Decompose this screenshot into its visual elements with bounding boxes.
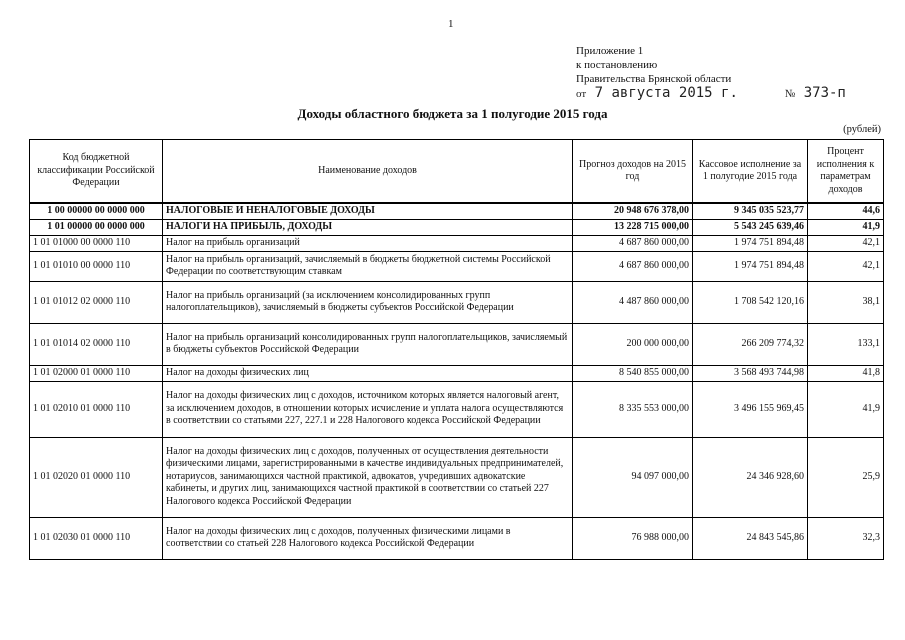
table-row [30,281,884,323]
header-actual: Кассовое исполнение за 1 полугодие 2015 года [693,140,808,204]
row-percent: 133,1 [808,323,884,365]
row-name: Налог на прибыль организаций, зачисляемый в бюджеты бюджетной системы Российской Федерации по соответствующим ставкам [163,251,573,281]
row-percent: 42,1 [808,235,884,251]
table-row [30,365,884,381]
row-name: Налог на прибыль организаций (за исключением консолидированных групп налогоплательщиков), зачисляемый в бюджеты субъектов Российской Федерации [163,281,573,323]
row-code: 1 01 02020 01 0000 110 [30,437,163,517]
row-code: 1 01 02000 01 0000 110 [30,365,163,381]
row-actual: 3 568 493 744,98 [693,365,808,381]
row-name: НАЛОГИ НА ПРИБЫЛЬ, ДОХОДЫ [163,219,573,235]
row-percent: 41,8 [808,365,884,381]
row-forecast: 20 948 676 378,00 [573,203,693,219]
row-code: 1 01 01014 02 0000 110 [30,323,163,365]
header-percent: Процент исполнения к параметрам доходов [808,140,884,204]
row-actual: 24 346 928,60 [693,437,808,517]
decree-date: 7 августа 2015 г. [594,85,738,101]
table-row [30,381,884,437]
table-row [30,219,884,235]
page-number: 1 [448,18,454,30]
header-name: Наименование доходов [163,140,573,204]
table-row [30,235,884,251]
row-actual: 266 209 774,32 [693,323,808,365]
row-actual: 5 543 245 639,46 [693,219,808,235]
row-code: 1 01 01010 00 0000 110 [30,251,163,281]
row-name: Налог на прибыль организаций [163,235,573,251]
row-code: 1 01 01012 02 0000 110 [30,281,163,323]
row-actual: 3 496 155 969,45 [693,381,808,437]
page-title: Доходы областного бюджета за 1 полугодие 2015 года [297,106,608,121]
table-row [30,517,884,559]
row-percent: 44,6 [808,203,884,219]
row-percent: 32,3 [808,517,884,559]
row-forecast: 8 540 855 000,00 [573,365,693,381]
budget-table [29,139,884,560]
row-forecast: 4 687 860 000,00 [573,235,693,251]
row-actual: 9 345 035 523,77 [693,203,808,219]
row-name: Налог на доходы физических лиц с доходов, полученных от осуществления деятельности физическими лицами, зарегистрированными в качестве индивидуальных предпринимателей, нотариусов, занимающихся частной практикой, адвокатов, учредивших адвокатские кабинеты, и других лиц, занимающихся частной практикой в соответствии со статьей 227 Налогового кодекса Российской Федерации [163,437,573,517]
row-percent: 41,9 [808,381,884,437]
row-percent: 38,1 [808,281,884,323]
appendix-line: Приложение 1 [576,45,644,57]
row-forecast: 13 228 715 000,00 [573,219,693,235]
row-forecast: 4 687 860 000,00 [573,251,693,281]
number-prefix: № [784,88,796,100]
row-forecast: 8 335 553 000,00 [573,381,693,437]
row-actual: 1 974 751 894,48 [693,235,808,251]
row-percent: 41,9 [808,219,884,235]
table-header-row [30,140,884,204]
date-prefix: от [576,88,587,100]
row-actual: 24 843 545,86 [693,517,808,559]
appendix-block [576,44,731,86]
row-forecast: 200 000 000,00 [573,323,693,365]
row-name: Налог на доходы физических лиц с доходов, источником которых является налоговый агент, за исключением доходов, в отношении которых исчисление и уплата налога осуществляются в соответствии со статьями 227, 227.1 и 228 Налогового кодекса Российской Федерации [163,381,573,437]
appendix-line: Правительства Брянской области [576,73,732,85]
appendix-line: к постановлению [576,59,658,71]
row-code: 1 01 01000 00 0000 110 [30,235,163,251]
row-forecast: 94 097 000,00 [573,437,693,517]
row-code: 1 01 00000 00 0000 000 [30,219,163,235]
header-code: Код бюджетной классификации Российской Федерации [30,140,163,204]
row-code: 1 00 00000 00 0000 000 [30,203,163,219]
decree-stamp [576,85,846,101]
row-name: НАЛОГОВЫЕ И НЕНАЛОГОВЫЕ ДОХОДЫ [163,203,573,219]
row-name: Налог на доходы физических лиц с доходов, полученных физическими лицами в соответствии со статьей 228 Налогового кодекса Российской Федерации [163,517,573,559]
row-percent: 25,9 [808,437,884,517]
row-code: 1 01 02010 01 0000 110 [30,381,163,437]
table-row [30,251,884,281]
table-row [30,203,884,219]
row-actual: 1 708 542 120,16 [693,281,808,323]
row-code: 1 01 02030 01 0000 110 [30,517,163,559]
table-row [30,437,884,517]
row-name: Налог на прибыль организаций консолидированных групп налогоплательщиков, зачисляемый в бюджеты субъектов Российской Федерации [163,323,573,365]
row-name: Налог на доходы физических лиц [163,365,573,381]
decree-number: 373-п [803,85,846,101]
row-actual: 1 974 751 894,48 [693,251,808,281]
header-forecast: Прогноз доходов на 2015 год [573,140,693,204]
units-label: (рублей) [843,124,881,135]
row-percent: 42,1 [808,251,884,281]
row-forecast: 76 988 000,00 [573,517,693,559]
row-forecast: 4 487 860 000,00 [573,281,693,323]
table-row [30,323,884,365]
